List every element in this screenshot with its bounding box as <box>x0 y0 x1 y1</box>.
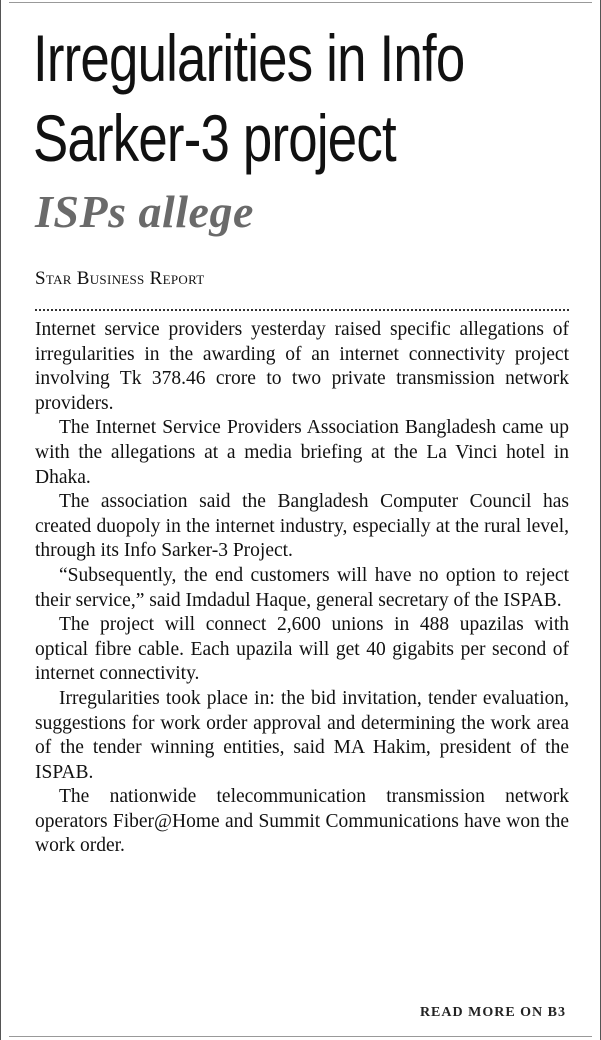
read-more-jump: READ MORE ON B3 <box>419 1005 566 1020</box>
top-rule <box>9 2 592 3</box>
byline: Star Business Report <box>35 268 205 289</box>
headline <box>33 18 481 178</box>
paragraph-4: “Subsequently, the end customers will have no option to reject their service,” said Imdadul Haque, general secretary of the ISPAB. <box>35 564 569 611</box>
paragraph-6: Irregularities took place in: the bid invitation, tender evaluation, suggestions for work order approval and determining the work area of the tender winning entities, said MA Hakim, president of the ISPAB. <box>35 687 569 783</box>
headline-line-2: Sarker-3 project <box>33 101 396 175</box>
dotted-divider <box>35 309 569 311</box>
paragraph-3: The association said the Bangladesh Computer Council has created duopoly in the internet industry, especially at the rural level, through its Info Sarker-3 Project. <box>35 491 569 562</box>
paragraph-7: The nationwide telecommunication transmission network operators Fiber@Home and Summit Communications have won the work order. <box>35 786 569 857</box>
article-body <box>35 318 569 859</box>
headline-line-1: Irregularities in Info <box>33 21 465 95</box>
paragraph-2: The Internet Service Providers Association Bangladesh came up with the allegations at a media briefing at the La Vinci hotel in Dhaka. <box>35 417 569 488</box>
bottom-rule <box>9 1036 592 1037</box>
paragraph-1: Internet service providers yesterday raised specific allegations of irregularities in the awarding of an internet connectivity project involving Tk 378.46 crore to two private transmission network providers. <box>35 319 569 414</box>
subheadline: ISPs allege <box>35 186 254 237</box>
paragraph-5: The project will connect 2,600 unions in 488 upazilas with optical fibre cable. Each upazila will get 40 gigabits per second of internet connectivity. <box>35 614 569 685</box>
